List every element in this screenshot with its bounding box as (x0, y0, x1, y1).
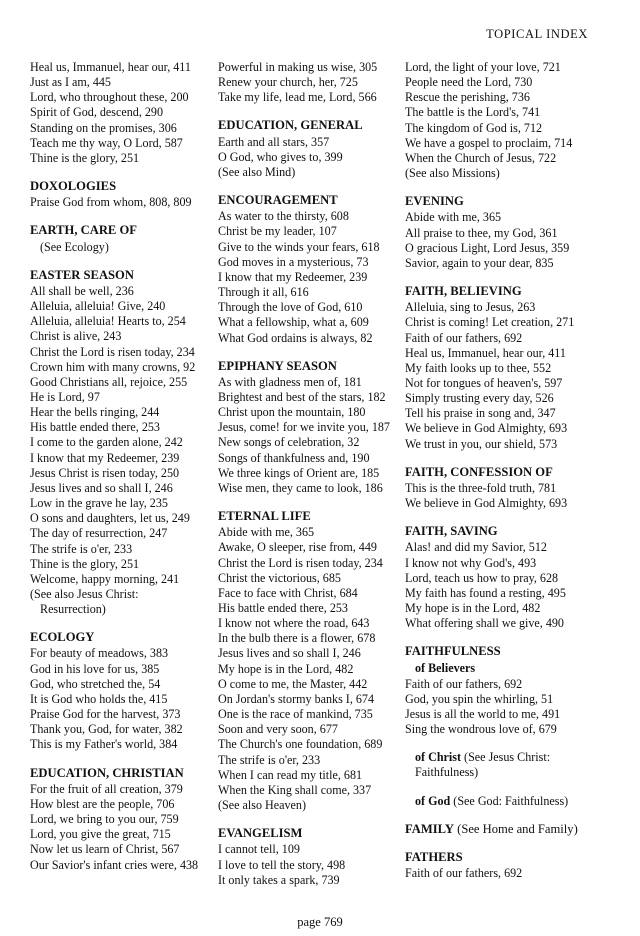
index-entry: My faith looks up to thee, 552 (405, 360, 552, 375)
index-entry: We believe in God Almighty, 693 (405, 496, 568, 511)
index-entry: I know not why God's, 493 (405, 555, 537, 570)
index-entry: We trust in you, our shield, 573 (405, 436, 558, 451)
index-entry: I love to tell the story, 498 (218, 857, 346, 872)
index-section (218, 118, 406, 180)
index-entry: Spirit of God, descend, 290 (30, 105, 164, 120)
section-heading: EARTH, CARE OF (30, 223, 137, 238)
section-heading: ECOLOGY (30, 630, 95, 645)
index-entry: This is my Father's world, 384 (30, 737, 178, 752)
index-entry: When the King shall come, 337 (218, 782, 372, 797)
index-entry: Christ is alive, 243 (30, 329, 122, 344)
index-entry: Savior, again to your dear, 835 (405, 255, 554, 270)
index-entry: Just as I am, 445 (30, 75, 111, 90)
index-entry: (See also Mind) (218, 164, 296, 179)
subheading (415, 661, 593, 676)
index-entry: Lord, teach us how to pray, 628 (405, 570, 559, 585)
index-entry: Jesus is all the world to me, 491 (405, 706, 561, 721)
index-entry: Alleluia, alleluia! Hearts to, 254 (30, 314, 186, 329)
index-section (30, 630, 218, 752)
section-heading: EDUCATION, CHRISTIAN (30, 765, 184, 780)
index-entry: New songs of celebration, 32 (218, 435, 360, 450)
index-section (405, 794, 593, 809)
index-entry: I know that my Redeemer, 239 (30, 450, 180, 465)
index-entry: Tell his praise in song and, 347 (405, 406, 556, 421)
index-entry: Christ is coming! Let creation, 271 (405, 315, 575, 330)
section-heading: EDUCATION, GENERAL (218, 118, 363, 133)
index-entry: The battle is the Lord's, 741 (405, 105, 541, 120)
index-entry: Take my life, lead me, Lord, 566 (218, 90, 377, 105)
index-section (218, 359, 406, 496)
index-section (218, 193, 406, 346)
index-entry: People need the Lord, 730 (405, 75, 533, 90)
index-entry: I cannot tell, 109 (218, 842, 300, 857)
subheading-text: of Christ (415, 750, 462, 765)
index-entry: It only takes a spark, 739 (218, 872, 340, 887)
index-entry: Alleluia, sing to Jesus, 263 (405, 300, 536, 315)
index-entry: Christ the Lord is risen today, 234 (30, 344, 195, 359)
running-head: TOPICAL INDEX (486, 27, 588, 41)
index-section (218, 60, 406, 105)
section-heading: FAITH, CONFESSION OF (405, 464, 553, 479)
index-entry: Through the love of God, 610 (218, 300, 363, 315)
index-entry: Crown him with many crowns, 92 (30, 359, 196, 374)
index-entry: Thine is the glory, 251 (30, 556, 140, 571)
index-entry: My hope is in the Lord, 482 (405, 601, 541, 615)
index-entry: O come to me, the Master, 442 (218, 676, 368, 691)
index-entry: (See also Missions) (405, 166, 500, 181)
index-entry: What a fellowship, what a, 609 (218, 315, 369, 330)
index-entry: For beauty of meadows, 383 (30, 646, 169, 661)
index-entry: Praise God from whom, 808, 809 (30, 195, 192, 210)
index-entry: We have a gospel to proclaim, 714 (405, 135, 573, 150)
index-section (30, 223, 218, 254)
cross-reference: (See God: Faithfulness) (450, 793, 569, 808)
index-entry: Low in the grave he lay, 235 (30, 496, 168, 511)
index-entry: My faith has found a resting, 495 (405, 585, 566, 600)
index-entry: Abide with me, 365 (405, 210, 502, 225)
index-entry: What offering shall we give, 490 (405, 616, 564, 631)
index-entry: As with gladness men of, 181 (218, 374, 362, 389)
index-entry: Give to the winds your fears, 618 (218, 239, 380, 254)
index-entry: Jesus, come! for we invite you, 187 (218, 420, 390, 435)
index-section (405, 822, 593, 837)
section-heading: FATHERS (405, 849, 463, 864)
index-entry: The strife is o'er, 233 (30, 541, 133, 556)
index-entry: Christ the Lord is risen today, 234 (218, 555, 383, 570)
section-heading: FAITH, SAVING (405, 524, 498, 539)
index-entry: Sing the wondrous love of, 679 (405, 722, 557, 737)
index-entry: Face to face with Christ, 684 (218, 585, 358, 600)
index-entry: Faith of our fathers, 692 (405, 866, 523, 881)
index-entry: Not for tongues of heaven's, 597 (405, 375, 563, 390)
index-entry: God, who stretched the, 54 (30, 676, 161, 691)
index-entry: When the Church of Jesus, 722 (405, 150, 557, 165)
index-entry: Heal us, Immanuel, hear our, 411 (30, 60, 191, 74)
index-entry: Alleluia, alleluia! Give, 240 (30, 299, 166, 314)
index-section (405, 194, 593, 271)
index-entry: Praise God for the harvest, 373 (30, 707, 181, 722)
index-entry: He is Lord, 97 (30, 389, 100, 404)
subheading (415, 750, 593, 780)
index-entry: Now let us learn of Christ, 567 (30, 842, 180, 857)
index-entry: Welcome, happy morning, 241 (30, 571, 180, 586)
index-entry: When I can read my title, 681 (218, 767, 363, 782)
index-entry: Good Christians all, rejoice, 255 (30, 374, 188, 389)
index-entry: Songs of thankfulness and, 190 (218, 450, 370, 465)
index-entry: In the bulb there is a flower, 678 (218, 631, 376, 646)
section-heading: ETERNAL LIFE (218, 509, 311, 524)
section-heading: FAITHFULNESS (405, 644, 501, 659)
index-entry: Simply trusting every day, 526 (405, 391, 554, 406)
index-section (30, 268, 218, 618)
cross-reference: (See Jesus Christ: Faithfulness) (415, 750, 551, 780)
index-entry: Faith of our fathers, 692 (405, 330, 523, 345)
index-section (218, 509, 406, 813)
index-entry: Jesus lives and so shall I, 246 (218, 646, 361, 661)
index-column-1 (30, 60, 218, 886)
page-number: page 769 (297, 915, 343, 929)
subheading-text: of Believers (415, 661, 476, 676)
index-entry: The day of resurrection, 247 (30, 526, 168, 541)
index-entry: His battle ended there, 253 (218, 601, 348, 615)
index-entry: Christ upon the mountain, 180 (218, 405, 366, 420)
index-entry: God moves in a mysterious, 73 (218, 254, 369, 269)
index-entry: (See also Heaven) (218, 798, 306, 813)
index-entry: All praise to thee, my God, 361 (405, 225, 558, 240)
index-entry: Our Savior's infant cries were, 438 (30, 857, 199, 872)
index-entry: Lord, the light of your love, 721 (405, 60, 561, 74)
section-heading: EASTER SEASON (30, 267, 134, 282)
index-entry: This is the three-fold truth, 781 (405, 480, 557, 495)
index-entry: (See Ecology) (40, 239, 109, 254)
index-entry: It is God who holds the, 415 (30, 691, 168, 706)
section-heading: EVANGELISM (218, 826, 303, 841)
index-entry: We three kings of Orient are, 185 (218, 465, 380, 480)
index-column-2 (218, 60, 406, 901)
index-entry: Lord, we bring to you our, 759 (30, 812, 179, 827)
index-entry: God in his love for us, 385 (30, 661, 160, 676)
index-entry: The kingdom of God is, 712 (405, 120, 543, 135)
index-entry: We believe in God Almighty, 693 (405, 421, 568, 436)
index-section (405, 465, 593, 511)
index-entry: For the fruit of all creation, 379 (30, 781, 183, 796)
index-entry: Faith of our fathers, 692 (405, 676, 523, 691)
index-entry: My hope is in the Lord, 482 (218, 661, 354, 676)
index-entry: How blest are the people, 706 (30, 796, 175, 811)
index-entry: God, you spin the whirling, 51 (405, 691, 554, 706)
index-entry: Thine is the glory, 251 (30, 150, 140, 165)
index-entry: Jesus Christ is risen today, 250 (30, 465, 180, 480)
index-section (405, 850, 593, 881)
index-entry: One is the race of mankind, 735 (218, 707, 373, 722)
index-section (405, 60, 593, 181)
index-entry: As water to the thirsty, 608 (218, 209, 349, 224)
index-entry: The strife is o'er, 233 (218, 752, 321, 767)
index-column-3 (405, 60, 593, 894)
subheading-text: of God (415, 793, 451, 808)
index-entry: Through it all, 616 (218, 285, 309, 300)
index-section (30, 60, 218, 166)
index-entry: Rescue the perishing, 736 (405, 90, 530, 105)
index-entry: Christ the victorious, 685 (218, 570, 341, 585)
index-entry: Soon and very soon, 677 (218, 722, 338, 737)
section-heading (405, 822, 593, 837)
index-entry: O sons and daughters, let us, 249 (30, 511, 190, 526)
index-section (218, 826, 406, 888)
section-heading: DOXOLOGIES (30, 179, 117, 194)
section-heading: EPIPHANY SEASON (218, 358, 337, 373)
index-entry: What God ordains is always, 82 (218, 330, 373, 345)
index-entry: Teach me thy way, O Lord, 587 (30, 135, 183, 150)
index-entry: Renew your church, her, 725 (218, 75, 358, 90)
index-entry: Jesus lives and so shall I, 246 (30, 480, 173, 495)
cross-reference: (See Home and Family) (453, 821, 578, 836)
index-entry: The Church's one foundation, 689 (218, 737, 383, 752)
index-entry: I come to the garden alone, 242 (30, 435, 183, 450)
index-entry: Resurrection) (40, 602, 106, 617)
index-section (405, 524, 593, 631)
index-entry: O God, who gives to, 399 (218, 149, 343, 164)
index-section (405, 284, 593, 452)
index-entry: I know not where the road, 643 (218, 616, 370, 631)
index-section (405, 644, 593, 737)
index-entry: O gracious Light, Lord Jesus, 359 (405, 240, 570, 255)
index-entry: Thank you, God, for water, 382 (30, 722, 183, 737)
index-entry: Earth and all stars, 357 (218, 134, 330, 149)
index-entry: Standing on the promises, 306 (30, 120, 177, 135)
index-entry: Lord, who throughout these, 200 (30, 90, 189, 105)
section-heading: EVENING (405, 194, 464, 209)
index-entry: Awake, O sleeper, rise from, 449 (218, 540, 377, 555)
index-entry: Powerful in making us wise, 305 (218, 60, 378, 74)
index-entry: On Jordan's stormy banks I, 674 (218, 691, 375, 706)
subheading (415, 794, 593, 809)
section-heading: FAITH, BELIEVING (405, 284, 522, 299)
index-entry: Hear the bells ringing, 244 (30, 405, 160, 420)
index-entry: Christ be my leader, 107 (218, 224, 337, 239)
heading-text: FAMILY (405, 821, 454, 836)
index-entry: Wise men, they came to look, 186 (218, 480, 383, 495)
index-section (405, 750, 593, 780)
index-entry: Brightest and best of the stars, 182 (218, 389, 386, 404)
index-section (30, 766, 218, 873)
index-entry: Lord, you give the great, 715 (30, 827, 171, 842)
index-entry: His battle ended there, 253 (30, 420, 160, 435)
section-heading: ENCOURAGEMENT (218, 193, 338, 208)
index-entry: Heal us, Immanuel, hear our, 411 (405, 345, 566, 360)
index-section (30, 179, 218, 210)
index-entry: Abide with me, 365 (218, 525, 315, 540)
index-entry: I know that my Redeemer, 239 (218, 269, 368, 284)
index-entry: (See also Jesus Christ: (30, 587, 139, 601)
index-entry: Alas! and did my Savior, 512 (405, 540, 547, 555)
index-entry: All shall be well, 236 (30, 283, 134, 298)
